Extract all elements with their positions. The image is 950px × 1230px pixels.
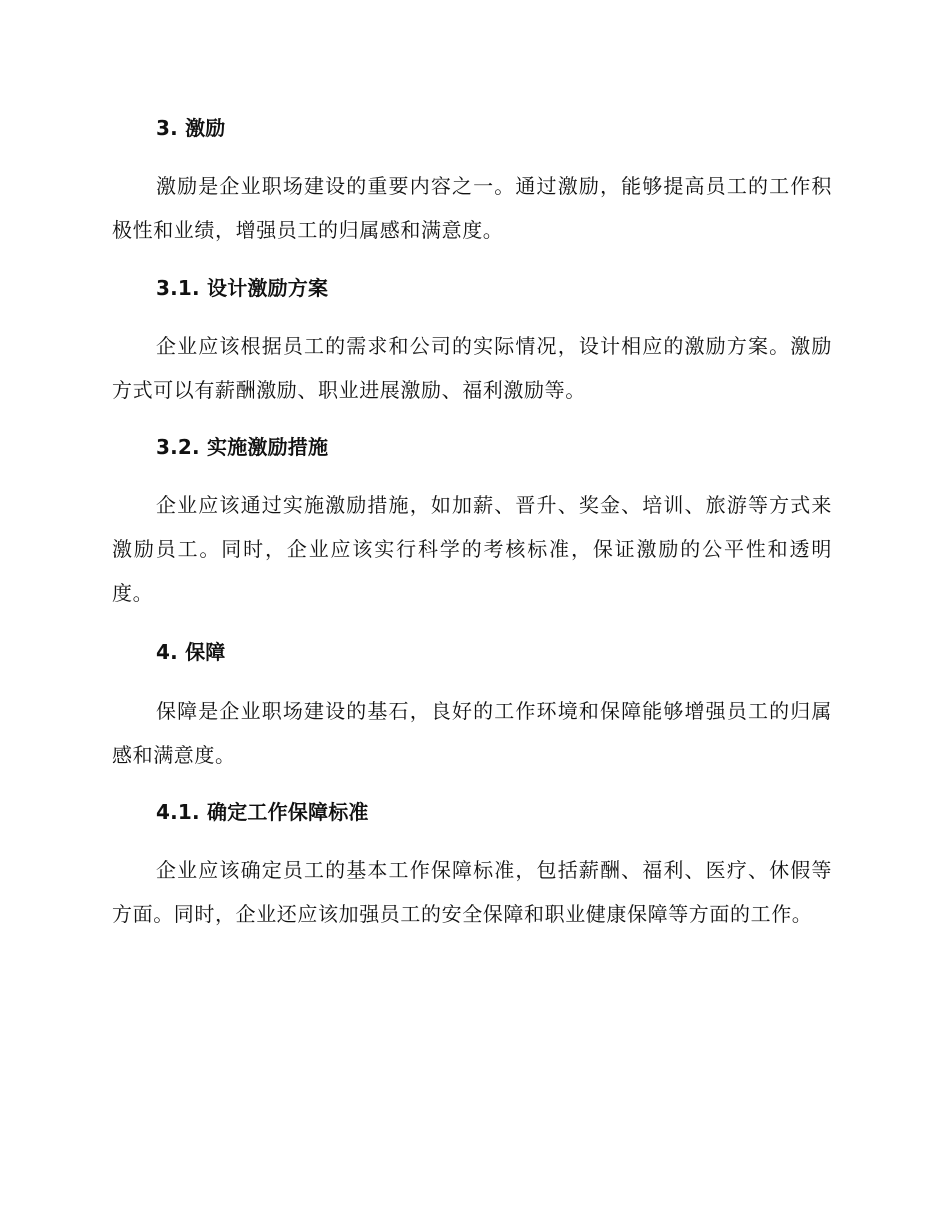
section-heading-4-1: 4.1. 确定工作保障标准 xyxy=(156,800,369,824)
section-paragraph-3: 激励是企业职场建设的重要内容之一。通过激励，能够提高员工的工作积极性和业绩，增强员工的归属感和满意度。 xyxy=(112,174,832,242)
section-heading-4: 4. 保障 xyxy=(156,640,226,664)
section-heading-3-1: 3.1. 设计激励方案 xyxy=(156,276,329,300)
section-paragraph-4-1: 企业应该确定员工的基本工作保障标准，包括薪酬、福利、医疗、休假等方面。同时，企业还应该加强员工的安全保障和职业健康保障等方面的工作。 xyxy=(112,858,832,926)
section-paragraph-3-1: 企业应该根据员工的需求和公司的实际情况，设计相应的激励方案。激励方式可以有薪酬激励、职业进展激励、福利激励等。 xyxy=(112,334,832,402)
section-heading-3: 3. 激励 xyxy=(156,116,226,140)
section-heading-3-2: 3.2. 实施激励措施 xyxy=(156,435,329,459)
section-paragraph-4: 保障是企业职场建设的基石，良好的工作环境和保障能够增强员工的归属感和满意度。 xyxy=(112,699,832,767)
section-paragraph-3-2: 企业应该通过实施激励措施，如加薪、晋升、奖金、培训、旅游等方式来激励员工。同时，企业应该实行科学的考核标准，保证激励的公平性和透明度。 xyxy=(112,493,832,605)
